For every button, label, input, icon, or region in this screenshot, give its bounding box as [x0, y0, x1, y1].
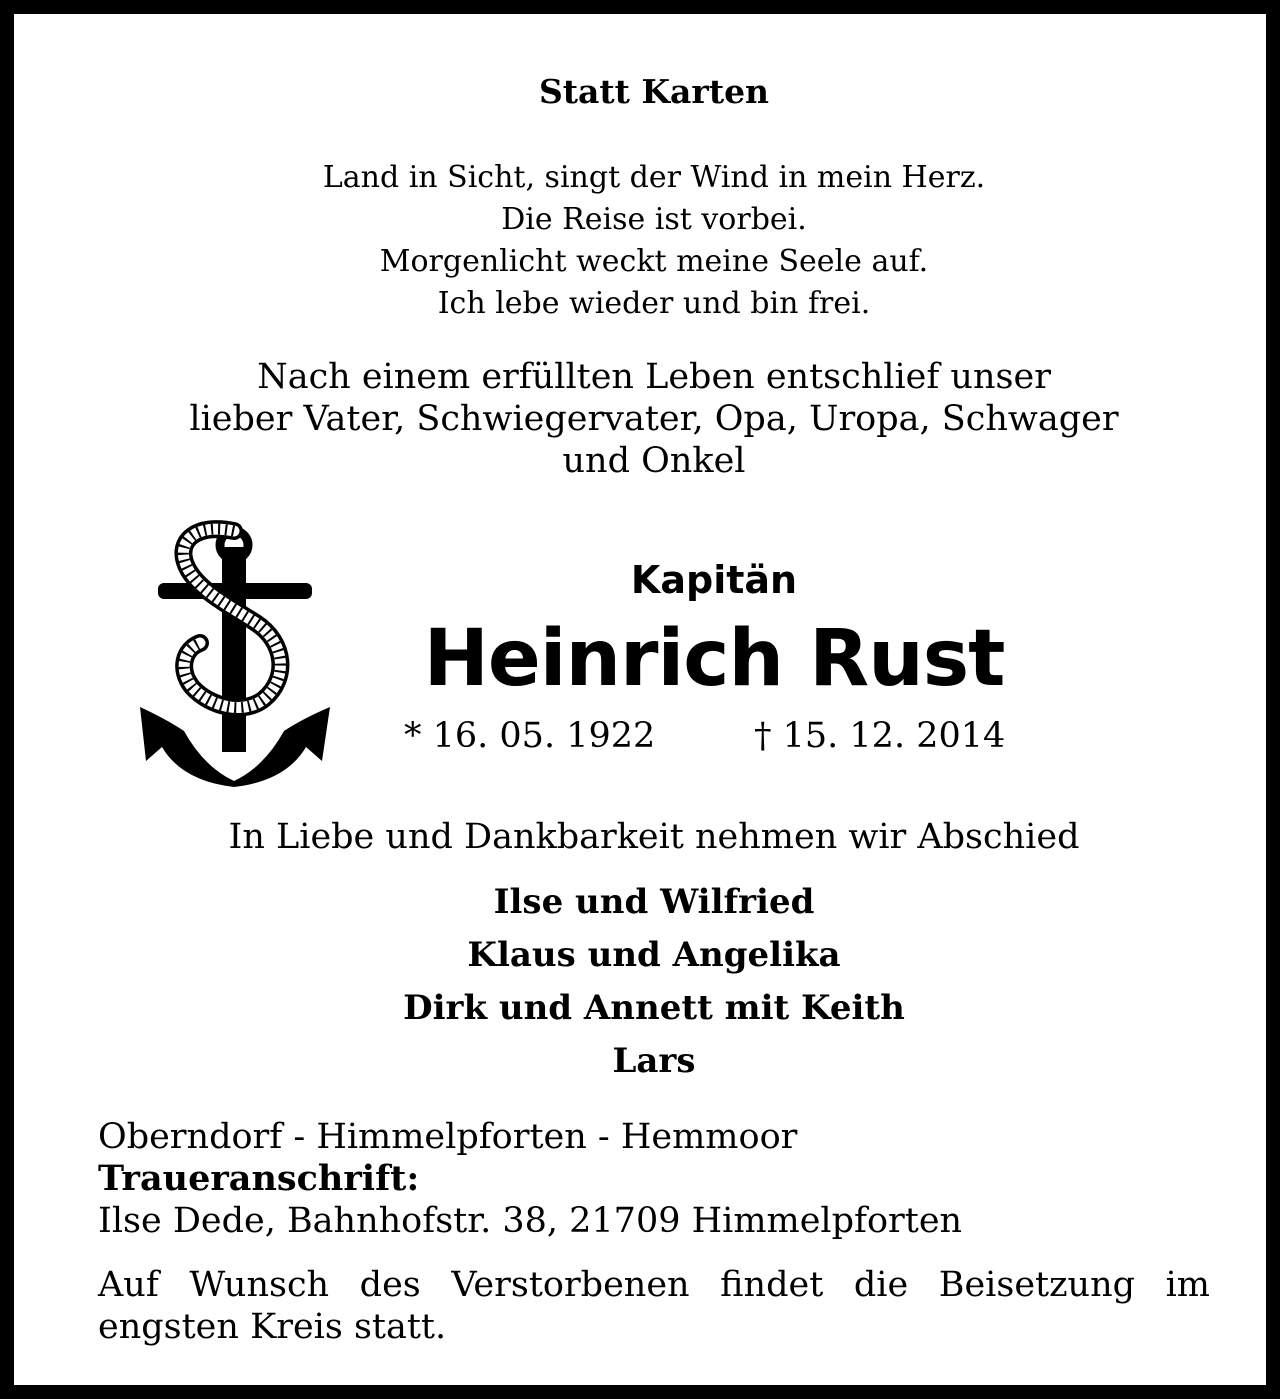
mourning-address: [98, 1116, 962, 1242]
burial-note: Auf Wunsch des Verstorbenen findet die Beisetzung im engsten Kreis statt.: [98, 1265, 1210, 1347]
family-member: Lars: [612, 1041, 696, 1081]
deceased-name: Heinrich Rust: [423, 614, 1005, 704]
poem-line: Ich lebe wieder und bin frei.: [437, 286, 871, 321]
header-statt-karten: Statt Karten: [538, 72, 770, 111]
address-label: Traueranschrift:: [98, 1158, 420, 1199]
farewell-text: In Liebe und Dankbarkeit nehmen wir Abschied: [228, 817, 1080, 857]
poem-line: Die Reise ist vorbei.: [501, 202, 807, 237]
death-date: † 15. 12. 2014: [754, 716, 1006, 756]
anchor-icon: [126, 519, 346, 789]
poem: [14, 157, 1280, 325]
poem-line: Land in Sicht, singt der Wind in mein Herz.: [322, 160, 986, 195]
intro-line: lieber Vater, Schwiegervater, Opa, Uropa, Schwager: [189, 399, 1119, 439]
deceased-rank: Kapitän: [630, 558, 798, 602]
family-member: Ilse und Wilfried: [493, 882, 815, 922]
birth-date: * 16. 05. 1922: [404, 716, 656, 756]
family-member: Klaus und Angelika: [467, 935, 841, 975]
family-member: Dirk und Annett mit Keith: [403, 988, 905, 1028]
intro-text: [14, 356, 1280, 482]
intro-line: Nach einem erfüllten Leben entschlief unser: [257, 357, 1051, 397]
address-line: Ilse Dede, Bahnhofstr. 38, 21709 Himmelpforten: [98, 1201, 963, 1241]
places: Oberndorf - Himmelpforten - Hemmoor: [98, 1117, 798, 1157]
family-list: [14, 876, 1280, 1088]
poem-line: Morgenlicht weckt meine Seele auf.: [379, 244, 929, 279]
intro-line: und Onkel: [562, 441, 746, 481]
